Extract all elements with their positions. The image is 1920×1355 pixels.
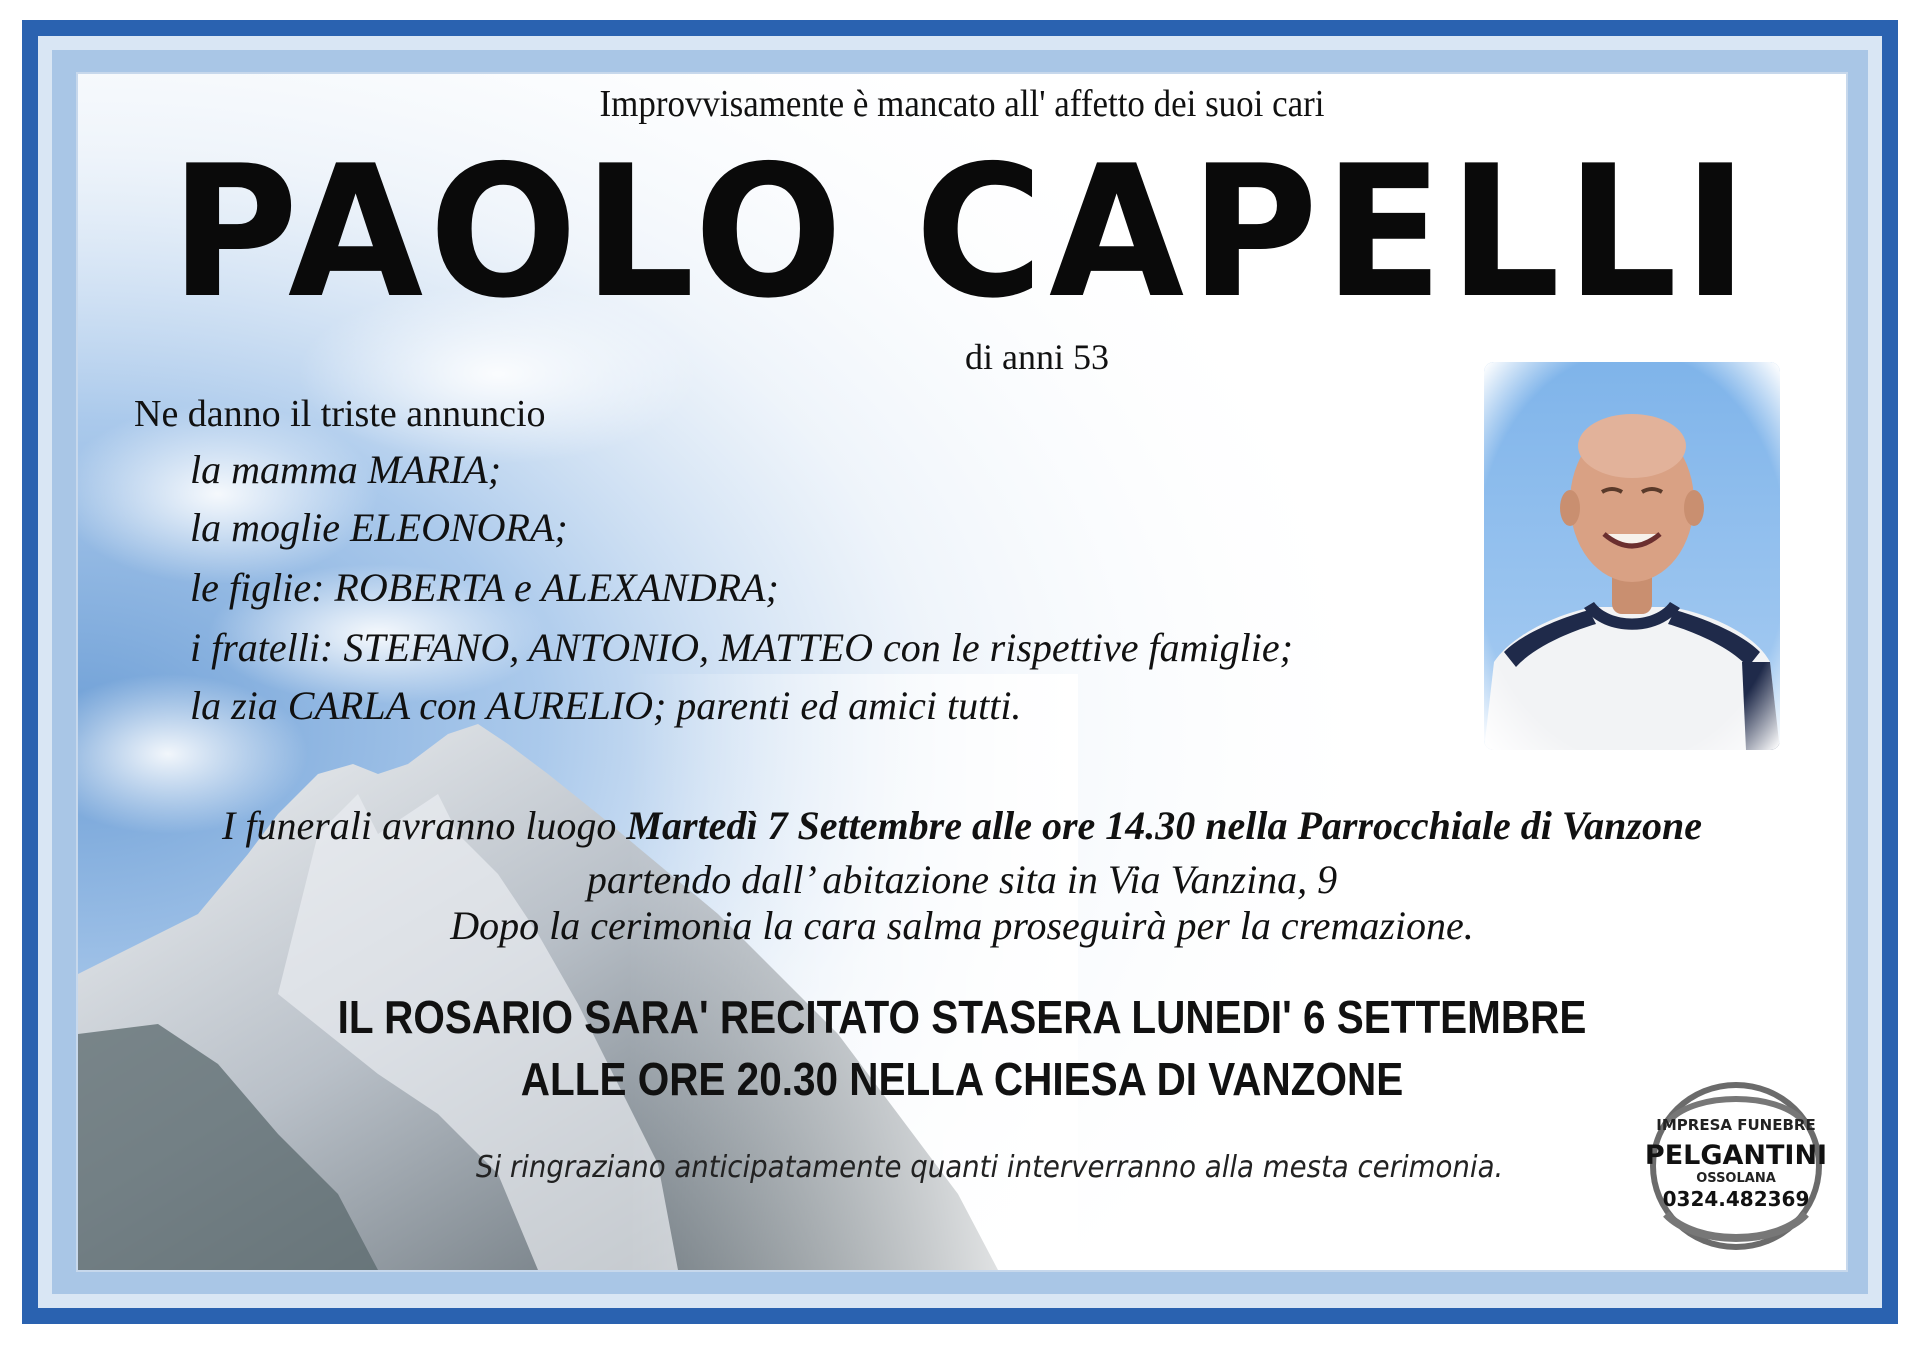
funeral-home-logo: [1646, 1078, 1826, 1254]
age-line: di anni 53: [965, 337, 1109, 377]
family-line: i fratelli: STEFANO, ANTONIO, MATTEO con le rispettive famiglie;: [190, 625, 1293, 670]
logo-sub-text: OSSOLANA: [1696, 1171, 1776, 1186]
family-line: la moglie ELEONORA;: [190, 505, 568, 550]
announce-line: Ne danno il triste annuncio: [134, 393, 546, 435]
funeral-line-3: Dopo la cerimonia la cara salma proseguirà per la cremazione.: [450, 903, 1474, 948]
deceased-name: PAOLO CAPELLI: [170, 126, 1754, 338]
rosary-line-1: IL ROSARIO SARA' RECITATO STASERA LUNEDI' 6 SETTEMBRE: [337, 991, 1587, 1043]
obituary-card: [78, 74, 1846, 1270]
family-line: le figlie: ROBERTA e ALEXANDRA;: [190, 565, 779, 610]
rosary-line-2: ALLE ORE 20.30 NELLA CHIESA DI VANZONE: [520, 1053, 1404, 1105]
family-line: la zia CARLA con AURELIO; parenti ed amici tutti.: [190, 683, 1022, 728]
family-line: la mamma MARIA;: [190, 447, 502, 492]
logo-phone-text: 0324.482369: [1662, 1187, 1810, 1211]
thanks-line: Si ringraziano anticipatamente quanti interverranno alla mesta cerimonia.: [475, 1150, 1504, 1185]
intro-line: Improvvisamente è mancato all' affetto dei suoi cari: [599, 83, 1325, 125]
funeral-line-1: [78, 802, 1846, 849]
funeral-line-2: partendo dall’ abitazione sita in Via Vanzina, 9: [586, 857, 1338, 902]
funeral-prefix: I funerali avranno luogo: [222, 803, 627, 848]
logo-top-text: IMPRESA FUNEBRE: [1656, 1116, 1816, 1134]
portrait-photo: [1484, 362, 1780, 750]
funeral-date-place: Martedì 7 Settembre alle ore 14.30 nella Parrocchiale di Vanzone: [626, 803, 1702, 848]
logo-name-text: PELGANTINI: [1646, 1140, 1826, 1171]
